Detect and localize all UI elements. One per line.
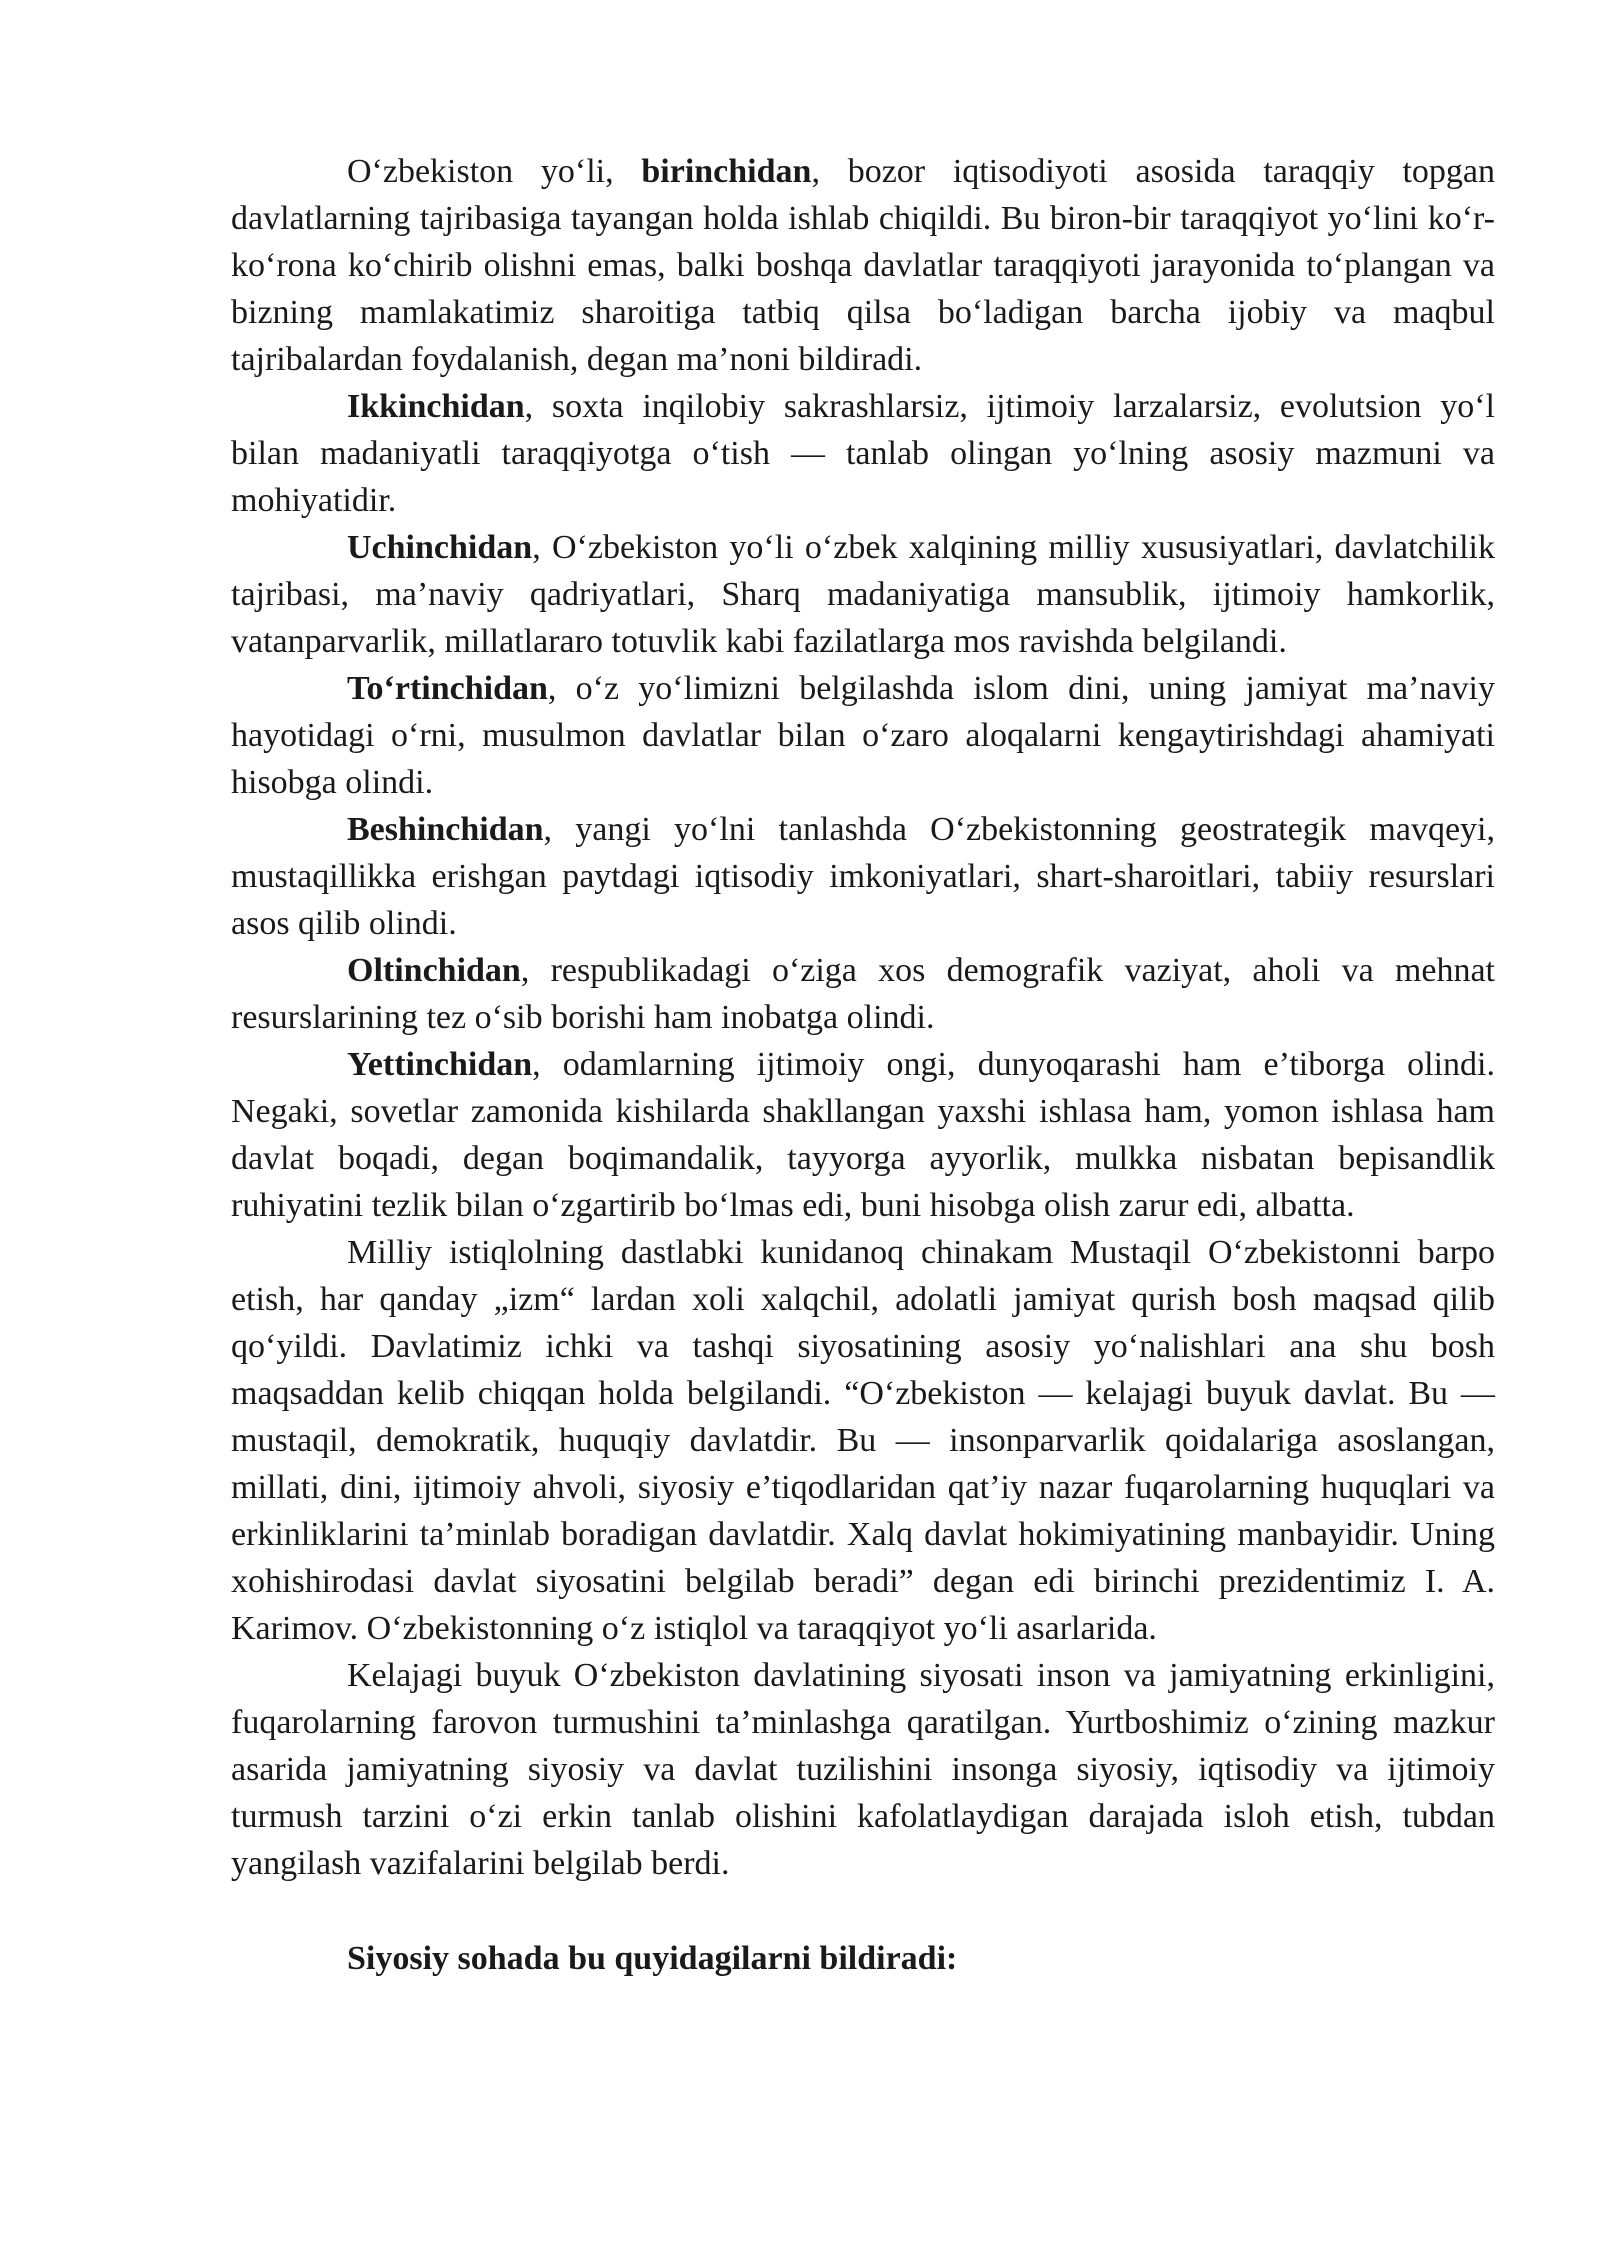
section-heading: Siyosiy sohada bu quyidagilarni bildiradi: (347, 1940, 958, 1977)
paragraph-keyword: birinchidan (641, 153, 812, 190)
paragraph-keyword: Beshinchidan (347, 811, 544, 848)
paragraph-yettinchidan (231, 1041, 1495, 1229)
paragraph-keyword: To‘rtinchidan (347, 670, 548, 707)
paragraph-text: , soxta inqilobiy sakrashlarsiz, ijtimoiy larzalarsiz, evolutsion yo‘l bilan madaniyatli taraqqiyotga o‘tish — tanlab olingan yo‘lning asosiy mazmuni va mohiyatidir. (231, 388, 1495, 519)
paragraph-beshinchidan (231, 806, 1495, 947)
paragraph-text: , bozor iqtisodiyoti asosida taraqqiy topgan davlatlarning tajribasiga tayangan holda ishlab chiqildi. Bu biron-bir taraqqiyot yo‘lini ko‘r-ko‘rona ko‘chirib olishni emas, balki boshqa davlatlar taraqqiyoti jarayonida to‘plangan va bizning mamlakatimiz sharoitiga tatbiq qilsa bo‘ladigan barcha ijobiy va maqbul tajribalardan foydalanish, degan ma’noni bildiradi. (231, 153, 1495, 378)
paragraph-keyword: Oltinchidan (347, 952, 521, 989)
paragraph-text: Milliy istiqlolning dastlabki kunidanoq chinakam Mustaqil O‘zbekistonni barpo etish, har qanday „izm“ lardan xoli xalqchil, adolatli jamiyat qurish bosh maqsad qilib qo‘yildi. Davlatimiz ichki va tashqi siyosatining asosiy yo‘nalishlari ana shu bosh maqsaddan kelib chiqqan holda belgilandi. “O‘zbekiston — kelajagi buyuk davlat. Bu — mustaqil, demokratik, huquqiy davlatdir. Bu — insonparvarlik qoidalariga asoslangan, millati, dini, ijtimoiy ahvoli, siyosiy e’tiqodlaridan qat’iy nazar fuqarolarning huquqlari va erkinliklarini ta’minlab boradigan davlatdir. Xalq davlat hokimiyatining manbayidir. Uning xohishirodasi davlat siyosatini belgilab beradi” degan edi birinchi prezidentimiz I. A. Karimov. O‘zbekistonning o‘z istiqlol va taraqqiyot yo‘li asarlarida. (231, 1234, 1495, 1647)
document-page (231, 148, 1495, 1982)
paragraph-uchinchidan (231, 524, 1495, 665)
paragraph-keyword: Uchinchidan (347, 529, 533, 566)
paragraph-text: Kelajagi buyuk O‘zbekiston davlatining siyosati inson va jamiyatning erkinligini, fuqarolarning farovon turmushini ta’minlashga qaratilgan. Yurtboshimiz o‘zining mazkur asarida jamiyatning siyosiy va davlat tuzilishini insonga siyosiy, iqtisodiy va ijtimoiy turmush tarzini o‘zi erkin tanlab olishini kafolatlaydigan darajada isloh etish, tubdan yangilash vazifalarini belgilab berdi. (231, 1657, 1495, 1882)
paragraph-oltinchidan (231, 947, 1495, 1041)
paragraph-kelajagi-buyuk (231, 1652, 1495, 1887)
paragraph-tortinchidan (231, 665, 1495, 806)
paragraph-lead: O‘zbekiston yo‘li, (347, 153, 642, 190)
paragraph-milliy-istiqlol (231, 1229, 1495, 1652)
paragraph-keyword: Ikkinchidan (347, 388, 525, 425)
paragraph-text: , yangi yo‘lni tanlashda O‘zbekistonning geostrategik mavqeyi, mustaqillikka erishgan paytdagi iqtisodiy imkoniyatlari, shart-sharoitlari, tabiiy resurslari asos qilib olindi. (231, 811, 1495, 942)
paragraph-birinchidan (231, 148, 1495, 383)
paragraph-text: , odamlarning ijtimoiy ongi, dunyoqarashi ham e’tiborga olindi. Negaki, sovetlar zamonida kishilarda shakllangan yaxshi ishlasa ham, yomon ishlasa ham davlat boqadi, degan boqimandalik, tayyorga ayyorlik, mulkka nisbatan bepisandlik ruhiyatini tezlik bilan o‘zgartirib bo‘lmas edi, buni hisobga olish zarur edi, albatta. (231, 1046, 1495, 1224)
paragraph-keyword: Yettinchidan (347, 1046, 533, 1083)
paragraph-text: , O‘zbekiston yo‘li o‘zbek xalqining milliy xususiyatlari, davlatchilik tajribasi, ma’naviy qadriyatlari, Sharq madaniyatiga mansublik, ijtimoiy hamkorlik, vatanparvarlik, millatlararo totuvlik kabi fazilatlarga mos ravishda belgilandi. (231, 529, 1495, 660)
paragraph-text: , respublikadagi o‘ziga xos demografik vaziyat, aholi va mehnat resurslarining tez o‘sib borishi ham inobatga olindi. (231, 952, 1495, 1036)
paragraph-text: , o‘z yo‘limizni belgilashda islom dini, uning jamiyat ma’naviy hayotidagi o‘rni, musulmon davlatlar bilan o‘zaro aloqalarni kengaytirishdagi ahamiyati hisobga olindi. (231, 670, 1495, 801)
paragraph-ikkinchidan (231, 383, 1495, 524)
